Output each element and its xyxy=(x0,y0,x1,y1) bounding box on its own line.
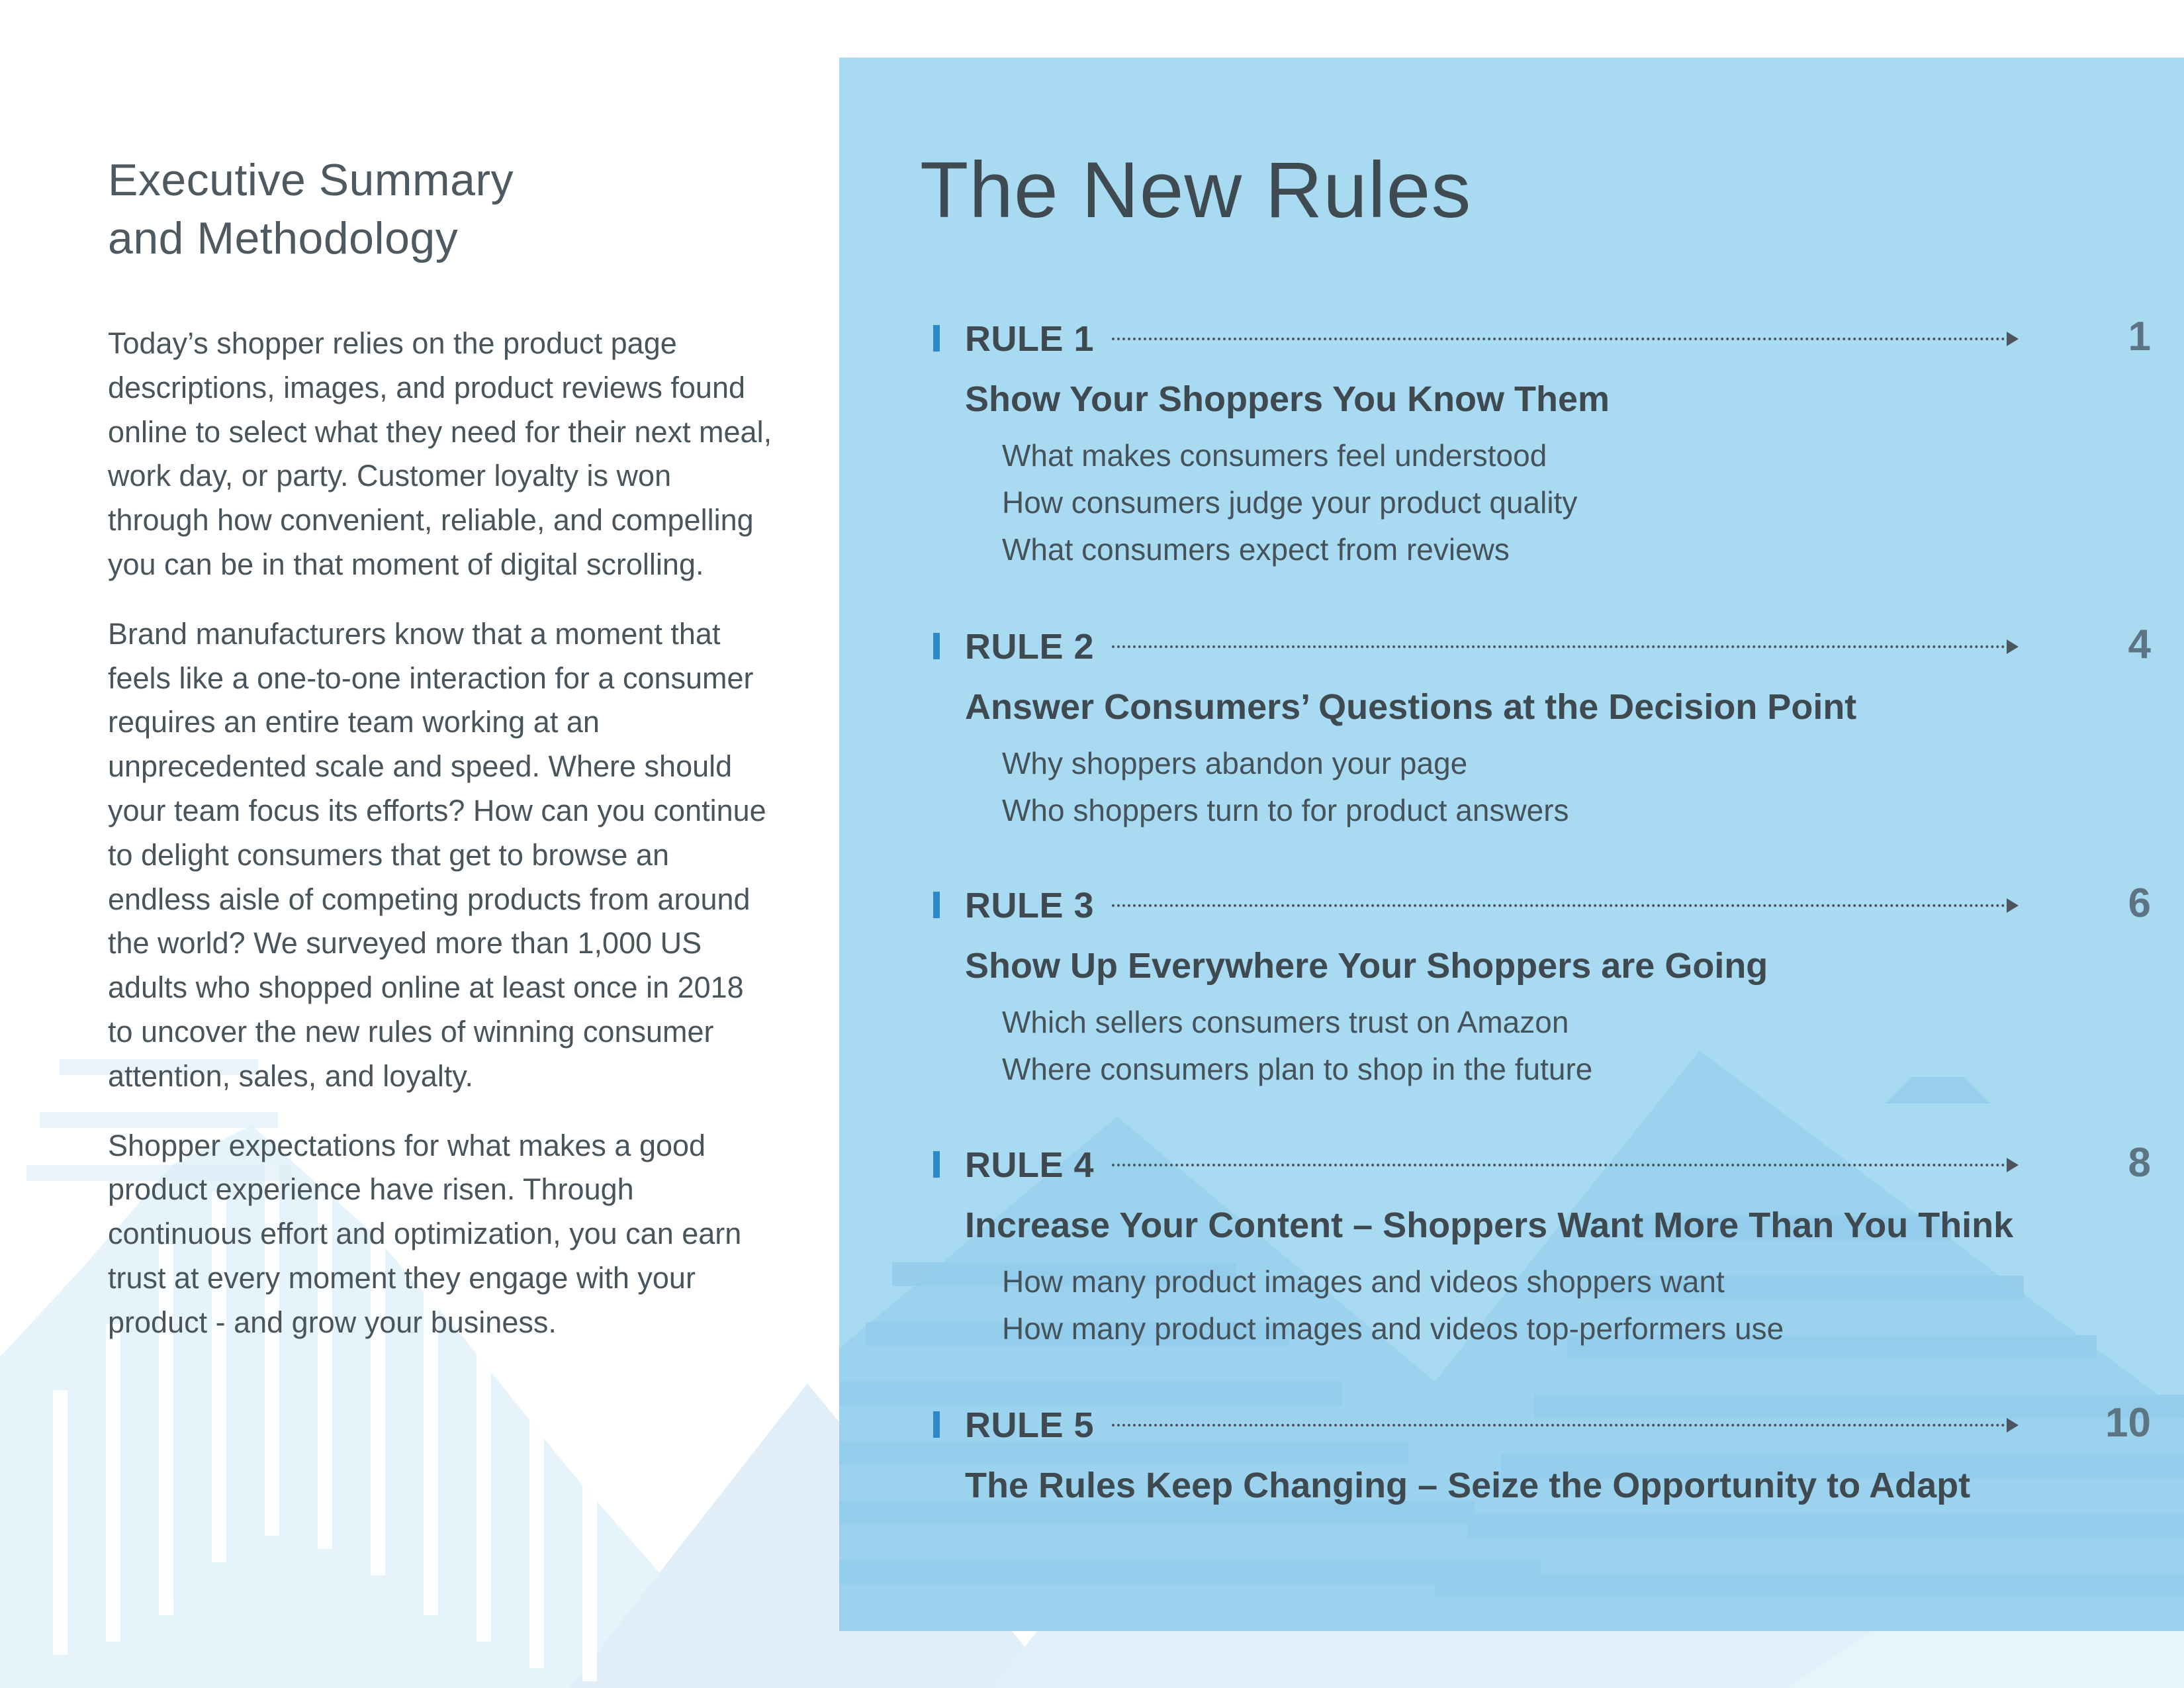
summary-paragraph-1: Today’s shopper relies on the product page descriptions, images, and product reviews found online to select what they need for their next meal, work day, or party. Customer loyalty is won through how convenient, reliable, and compelling you can be in that moment of digital scrolling. xyxy=(108,326,772,581)
section-title xyxy=(108,151,776,267)
rule-5[interactable] xyxy=(933,1401,2151,1511)
rule-bar-marker xyxy=(933,325,940,352)
rule-page-number: 10 xyxy=(2105,1400,2151,1446)
rule-topic: Why shoppers abandon your page xyxy=(1002,746,1468,780)
rule-header xyxy=(933,622,2151,671)
executive-summary xyxy=(108,151,776,1370)
rule-topic: Who shoppers turn to for product answers xyxy=(1002,793,1569,827)
rule-page-number: 6 xyxy=(2128,880,2151,926)
rule-topics xyxy=(1002,999,2151,1093)
rule-topics xyxy=(1002,740,2151,834)
panel-title: The New Rules xyxy=(920,146,1472,234)
rule-2[interactable] xyxy=(933,622,2151,834)
rule-topics xyxy=(1002,1258,2151,1352)
dotted-leader xyxy=(1112,1164,2005,1166)
dotted-leader xyxy=(1112,1424,2005,1427)
arrow-right-icon xyxy=(2007,639,2019,654)
arrow-right-icon xyxy=(2007,1418,2019,1432)
rule-topics xyxy=(1002,432,2151,573)
rule-bar-marker xyxy=(933,892,940,918)
rule-1[interactable] xyxy=(933,314,2151,573)
arrow-right-icon xyxy=(2007,898,2019,913)
rule-topic: How many product images and videos shoppers want xyxy=(1002,1264,1725,1299)
new-rules-panel xyxy=(839,58,2184,1631)
section-title-line-2: and Methodology xyxy=(108,213,459,263)
panel-content xyxy=(839,58,2184,1631)
summary-paragraph-2: Brand manufacturers know that a moment that feels like a one-to-one interaction for a consumer requires an entire team working at an unprecedented scale and speed. Where should your team focus its efforts? How can you continue to delight consumers that get to browse an endless aisle of competing products from around the world? We surveyed more than 1,000 US adults who shopped online at least once in 2018 to uncover the new rules of winning consumer attention, sales, and loyalty. xyxy=(108,616,766,1093)
section-title-line-1: Executive Summary xyxy=(108,155,514,205)
arrow-right-icon xyxy=(2007,332,2019,346)
summary-paragraph-3: Shopper expectations for what makes a good product experience have risen. Through continuous effort and optimization, you can earn trust at every moment they engage with your product - and grow your business. xyxy=(108,1128,742,1339)
rule-title: The Rules Keep Changing – Seize the Opportunity to Adapt xyxy=(965,1466,1971,1505)
dotted-leader xyxy=(1112,904,2005,907)
rule-topic: How many product images and videos top-performers use xyxy=(1002,1311,1784,1346)
rule-topic: Where consumers plan to shop in the future xyxy=(1002,1052,1593,1086)
rule-bar-marker xyxy=(933,1411,940,1438)
rule-topic: What consumers expect from reviews xyxy=(1002,532,1510,567)
rule-header xyxy=(933,314,2151,363)
rule-bar-marker xyxy=(933,1151,940,1178)
rule-title: Increase Your Content – Shoppers Want More Than You Think xyxy=(965,1205,2014,1245)
rule-3[interactable] xyxy=(933,881,2151,1093)
rule-header xyxy=(933,1401,2151,1450)
rule-4[interactable] xyxy=(933,1141,2151,1352)
rule-page-number: 1 xyxy=(2128,314,2151,359)
rule-label: RULE 1 xyxy=(965,319,1095,359)
rule-title: Answer Consumers’ Questions at the Decision Point xyxy=(965,687,1857,727)
rule-bar-marker xyxy=(933,633,940,659)
rule-page-number: 8 xyxy=(2128,1140,2151,1186)
rule-page-number: 4 xyxy=(2128,622,2151,667)
rule-topic: How consumers judge your product quality xyxy=(1002,485,1578,520)
dotted-leader xyxy=(1112,645,2005,648)
rule-title: Show Your Shoppers You Know Them xyxy=(965,379,1610,419)
rule-header xyxy=(933,1141,2151,1190)
arrow-right-icon xyxy=(2007,1158,2019,1172)
rule-topic: Which sellers consumers trust on Amazon xyxy=(1002,1005,1569,1039)
rule-label: RULE 3 xyxy=(965,886,1095,925)
rule-label: RULE 4 xyxy=(965,1145,1095,1185)
rule-topic: What makes consumers feel understood xyxy=(1002,438,1547,473)
rule-title: Show Up Everywhere Your Shoppers are Going xyxy=(965,946,1768,986)
rule-label: RULE 5 xyxy=(965,1405,1095,1445)
rule-header xyxy=(933,881,2151,930)
dotted-leader xyxy=(1112,338,2005,340)
rule-label: RULE 2 xyxy=(965,627,1095,667)
